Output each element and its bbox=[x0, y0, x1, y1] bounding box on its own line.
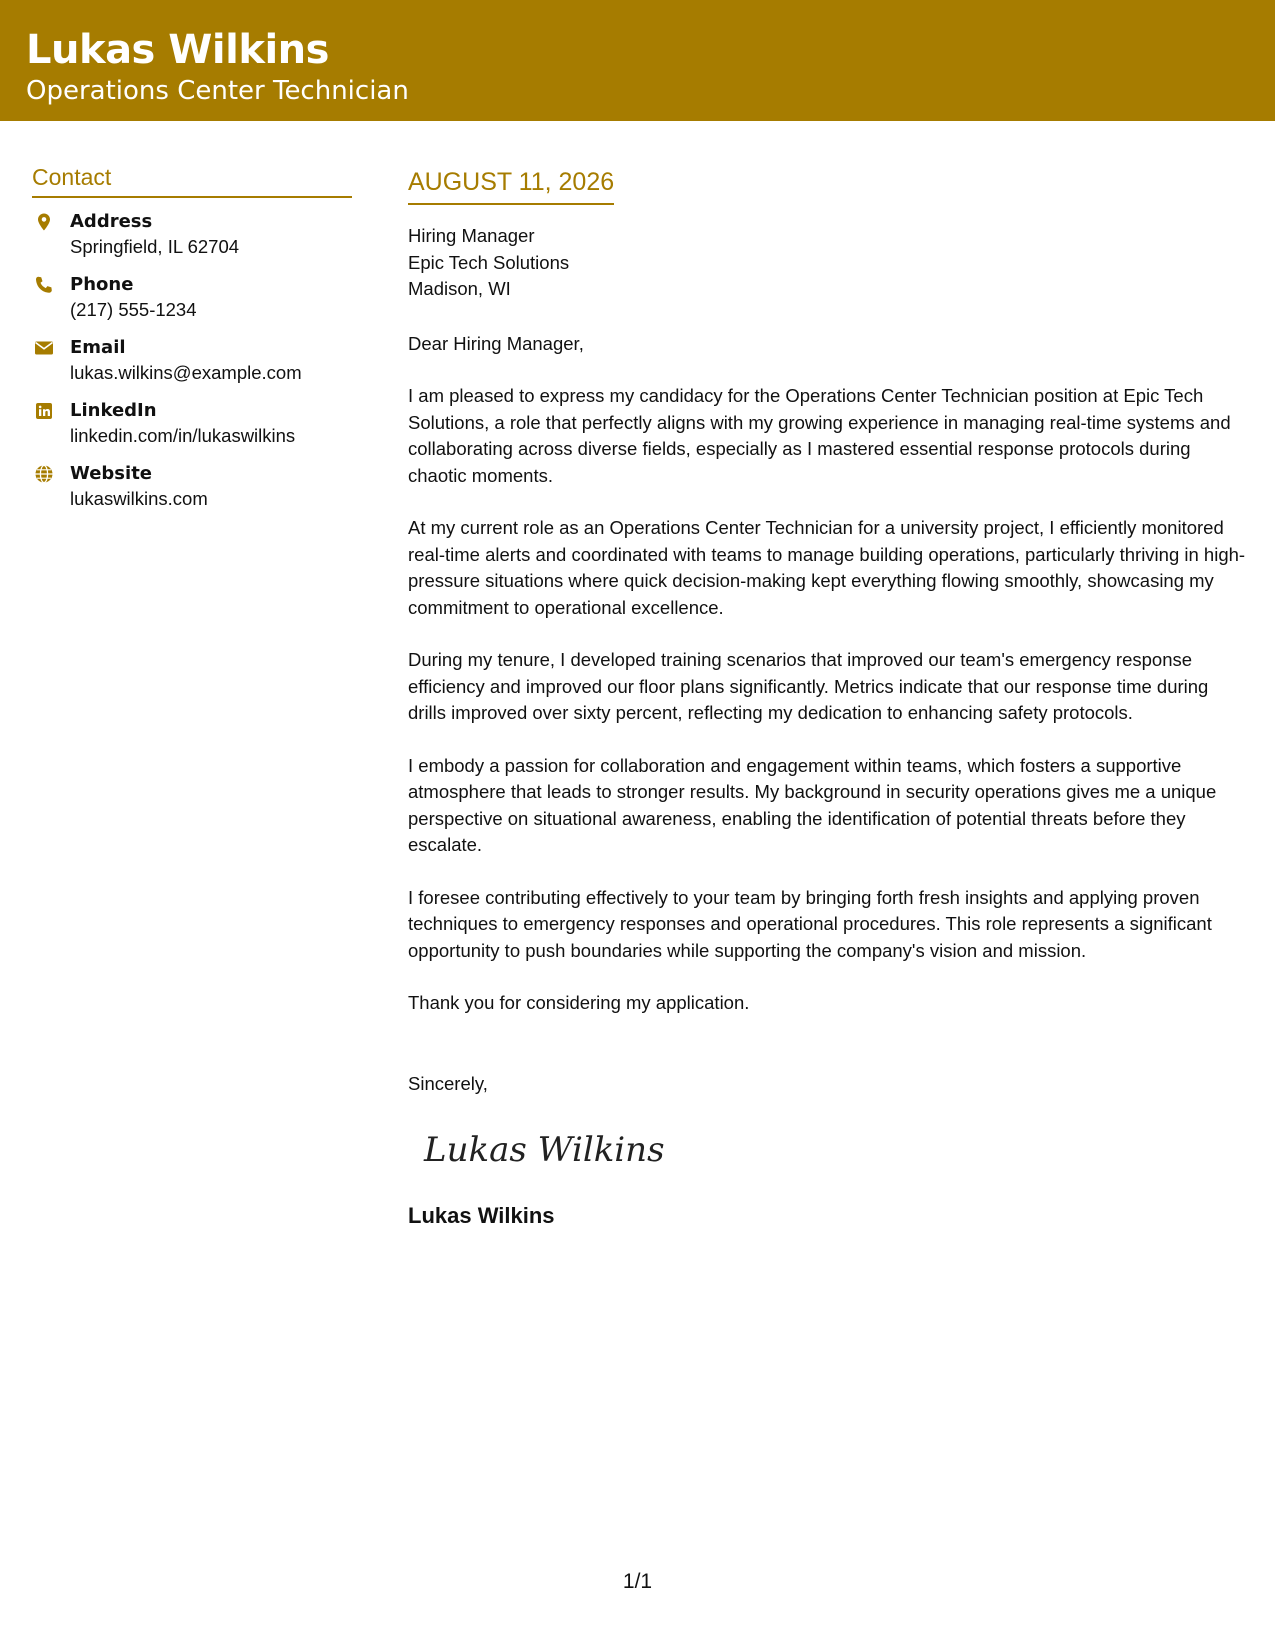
globe-icon bbox=[34, 464, 54, 484]
applicant-title: Operations Center Technician bbox=[26, 76, 409, 106]
letter-body bbox=[408, 166, 1248, 1230]
signature-text: Lukas Wilkins bbox=[424, 1130, 665, 1170]
contact-item-email bbox=[32, 336, 352, 385]
phone-icon bbox=[34, 275, 54, 295]
contact-item-linkedin bbox=[32, 399, 352, 448]
contact-label: Email bbox=[70, 337, 126, 358]
letter-date: AUGUST 11, 2026 bbox=[408, 166, 614, 205]
signer-name: Lukas Wilkins bbox=[408, 1203, 555, 1228]
contact-value: lukaswilkins.com bbox=[70, 488, 208, 509]
contact-label: Phone bbox=[70, 274, 134, 295]
letter-paragraph: During my tenure, I developed training scenarios that improved our team's emergency response efficiency and improved our floor plans significantly. Metrics indicate that our response time during drills improved over sixty percent, reflecting my dedication to enhancing safety protocols. bbox=[408, 649, 1209, 723]
contact-list bbox=[32, 210, 352, 511]
map-pin-icon bbox=[34, 212, 54, 232]
contact-value: linkedin.com/in/lukaswilkins bbox=[70, 425, 296, 446]
contact-section-title: Contact bbox=[32, 162, 352, 198]
salutation: Dear Hiring Manager, bbox=[408, 332, 584, 354]
recipient-line: Epic Tech Solutions bbox=[408, 251, 570, 273]
contact-item-address bbox=[32, 210, 352, 259]
page-number: 1/1 bbox=[622, 1570, 653, 1593]
letter-paragraph: Thank you for considering my application. bbox=[408, 992, 750, 1013]
recipient-line: Hiring Manager bbox=[408, 225, 535, 246]
contact-value: lukas.wilkins@example.com bbox=[70, 362, 302, 383]
contact-item-website bbox=[32, 462, 352, 511]
header-banner bbox=[0, 0, 1275, 121]
sidebar bbox=[32, 162, 352, 525]
handwritten-signature bbox=[420, 1119, 670, 1179]
recipient-line: Madison, WI bbox=[408, 278, 511, 299]
envelope-icon bbox=[34, 338, 54, 358]
contact-label: LinkedIn bbox=[70, 400, 157, 421]
linkedin-icon bbox=[34, 401, 54, 421]
contact-label: Address bbox=[70, 211, 153, 232]
recipient-block bbox=[408, 223, 1248, 303]
letter-paragraph: I foresee contributing effectively to your team by bringing forth fresh insights and applying proven techniques to emergency responses and operational procedures. This role represents a significant opportunity to push boundaries while supporting the company's vision and mission. bbox=[408, 886, 1212, 961]
applicant-name: Lukas Wilkins bbox=[26, 27, 329, 73]
letter-paragraph: At my current role as an Operations Center Technician for a university project, I efficiently monitored real-time alerts and coordinated with teams to manage building operations, particularly thriving in high-pressure situations where quick decision-making kept everything flowing smoothly, showcasing my commitment to operational excellence. bbox=[408, 517, 1246, 618]
contact-label: Website bbox=[70, 463, 153, 484]
letter-paragraph: I embody a passion for collaboration and engagement within teams, which fosters a supportive atmosphere that leads to stronger results. My background in security operations gives me a unique perspective on situational awareness, enabling the identification of potential threats before they escalate. bbox=[408, 754, 1217, 855]
contact-value: (217) 555-1234 bbox=[70, 299, 197, 320]
closing: Sincerely, bbox=[408, 1072, 488, 1094]
contact-value: Springfield, IL 62704 bbox=[70, 236, 240, 257]
letter-paragraph: I am pleased to express my candidacy for the Operations Center Technician position at Epic Tech Solutions, a role that perfectly aligns with my growing experience in managing real-time systems and collaborating across diverse fields, especially as I mastered essential response protocols during chaotic moments. bbox=[408, 385, 1231, 486]
contact-item-phone bbox=[32, 273, 352, 322]
